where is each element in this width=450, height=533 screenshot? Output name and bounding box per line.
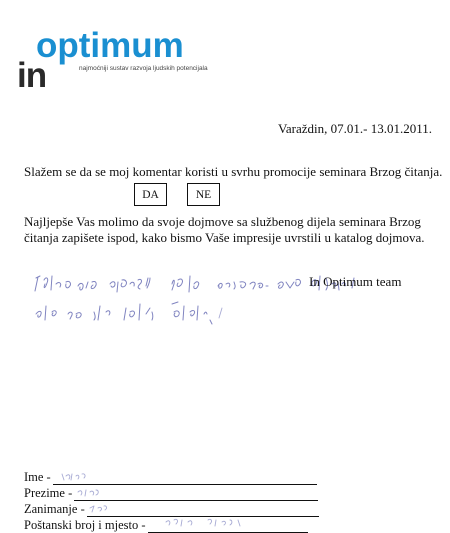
postal-label: Poštanski broj i mjesto - bbox=[24, 518, 146, 532]
logo-name: optimum bbox=[36, 26, 184, 65]
date-place: Varaždin, 07.01.- 13.01.2011. bbox=[277, 121, 432, 136]
no-checkbox[interactable] bbox=[187, 183, 220, 206]
surname-label: Prezime - bbox=[24, 486, 73, 500]
name-label: Ime - bbox=[24, 470, 51, 484]
no-label: NE bbox=[195, 188, 212, 201]
yes-label: DA bbox=[142, 188, 159, 201]
consent-statement: Slažem se da se moj komentar koristi u svrhu promocije seminara Brzog čitanja. bbox=[24, 164, 443, 179]
in-optimum-logo bbox=[17, 24, 277, 94]
logo-tagline: najmoćniji sustav razvoja ljudskih potencijala bbox=[79, 65, 208, 72]
handwritten-form-entries bbox=[58, 466, 298, 530]
request-paragraph: Najljepše Vas molimo da svoje dojmove sa službenog dijela seminara Brzog čitanja zapišete ispod, kako bismo Vaše impresije uvrstili u katalog dojmova. bbox=[24, 214, 425, 245]
yes-checkbox[interactable] bbox=[134, 183, 167, 206]
logo-prefix: in bbox=[17, 56, 47, 95]
signature-team: In Optimum team bbox=[309, 274, 402, 289]
occupation-label: Zanimanje - bbox=[24, 502, 85, 516]
